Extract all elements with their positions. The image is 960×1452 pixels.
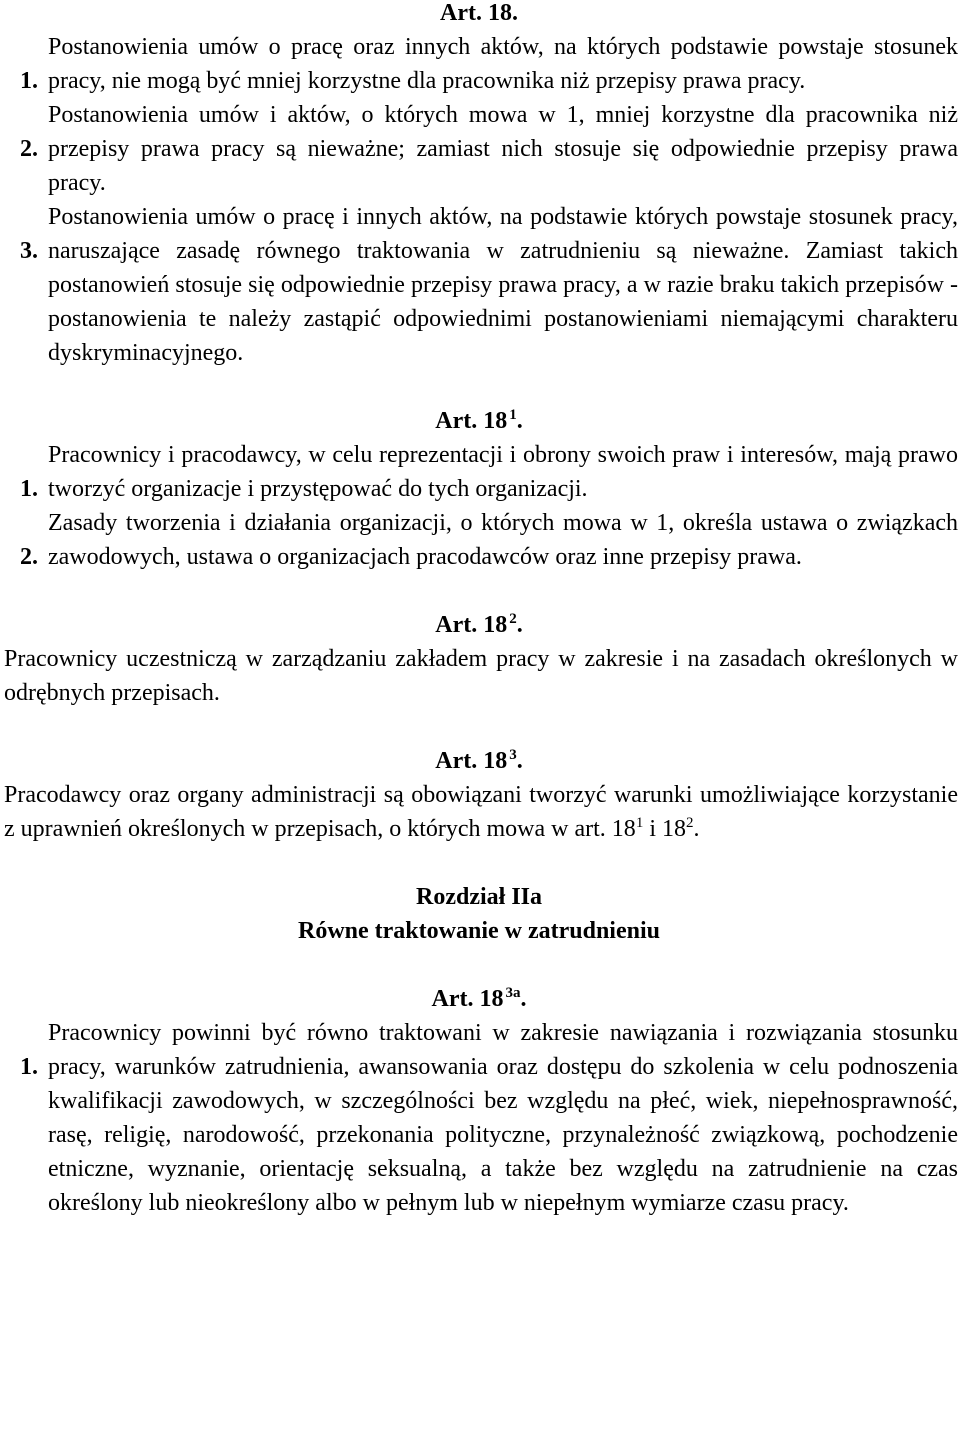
paragraph-marker <box>0 1016 48 1084</box>
heading-main: Art. 18 <box>431 986 504 1012</box>
paragraph-text: Postanowienia umów i aktów, o których mowa w 1, mniej korzystne dla pracownika niż przepisy prawa pracy są nieważne; zamiast nich stosuje się odpowiednie przepisy prawa pracy. <box>48 102 958 196</box>
paragraph-1 <box>0 1016 958 1220</box>
paragraph-text: Pracownicy i pracodawcy, w celu reprezentacji i obrony swoich praw i interesów, mają prawo tworzyć organizacje i przystępować do tych organizacji. <box>48 442 958 502</box>
heading-end: . <box>516 612 523 638</box>
paragraph-number: 1. <box>20 1054 38 1080</box>
paragraph-text: Postanowienia umów o pracę i innych aktów, na podstawie których powstaje stosunek pracy, naruszające zasadę równego traktowania w zatrudnieniu są nieważne. Zamiast takich postanowień stosuje się odpowiednie przepisy prawa pracy, a w razie braku takich przepisów - postanowienia te należy zastąpić odpowiednimi postanowieniami niemającymi charakteru dyskryminacyjnego. <box>48 204 958 366</box>
paragraph-text: Postanowienia umów o pracę oraz innych aktów, na których podstawie powstaje stosunek pracy, nie mogą być mniej korzystne dla pracownika niż przepisy prawa pracy. <box>48 34 958 94</box>
article-18-1 <box>0 404 958 574</box>
article-text-part: i 18 <box>643 816 686 842</box>
chapter-heading <box>0 880 958 948</box>
heading-end: . <box>520 986 527 1012</box>
paragraph-number: 3. <box>20 238 38 264</box>
article-heading <box>0 404 958 438</box>
reference-superscript: 2 <box>685 815 694 831</box>
paragraph-marker <box>0 30 48 98</box>
paragraph-marker <box>0 438 48 506</box>
paragraph-number: 2. <box>20 544 38 570</box>
paragraph-number: 2. <box>20 136 38 162</box>
article-heading <box>0 608 958 642</box>
heading-superscript: 1 <box>509 407 517 423</box>
article-18-3 <box>0 744 958 846</box>
heading-main: Art. 18 <box>435 748 508 774</box>
article-heading <box>0 982 958 1016</box>
heading-superscript: 2 <box>509 611 517 627</box>
article-18-3a <box>0 982 958 1220</box>
article-heading: Art. 18. <box>440 0 518 26</box>
paragraph-marker <box>0 98 48 166</box>
paragraph-marker <box>0 506 48 574</box>
heading-superscript: 3a <box>505 985 521 1001</box>
heading-end: . <box>516 748 523 774</box>
paragraph-3 <box>0 200 958 370</box>
paragraph-2 <box>0 506 958 574</box>
article-18-2 <box>0 608 958 710</box>
paragraph-text: Zasady tworzenia i działania organizacji, o których mowa w 1, określa ustawa o związkach zawodowych, ustawa o organizacjach pracodawców oraz inne przepisy prawa. <box>48 510 958 570</box>
heading-superscript: 3 <box>509 747 517 763</box>
paragraph-2 <box>0 98 958 200</box>
paragraph-number: 1. <box>20 68 38 94</box>
article-heading <box>0 744 958 778</box>
paragraph-number: 1. <box>20 476 38 502</box>
article-text-part: . <box>693 816 700 842</box>
reference-superscript: 1 <box>635 815 644 831</box>
chapter-subtitle: Równe traktowanie w zatrudnieniu <box>297 918 660 944</box>
article-text <box>0 778 958 846</box>
paragraph-marker <box>0 200 48 268</box>
article-18 <box>0 0 958 370</box>
heading-end: . <box>516 408 523 434</box>
article-text: Pracownicy uczestniczą w zarządzaniu zakładem pracy w zakresie i na zasadach określonych w odrębnych przepisach. <box>4 646 958 706</box>
paragraph-1 <box>0 30 958 98</box>
paragraph-1 <box>0 438 958 506</box>
paragraph-text: Pracownicy powinni być równo traktowani w zakresie nawiązania i rozwiązania stosunku pracy, warunków zatrudnienia, awansowania oraz dostępu do szkolenia w celu podnoszenia kwalifikacji zawodowych, w szczególności bez względu na płeć, wiek, niepełnosprawność, rasę, religię, narodowość, przekonania polityczne, przynależność związkową, pochodzenie etniczne, wyznanie, orientację seksualną, a także bez względu na zatrudnienie na czas określony lub nieokreślony albo w pełnym lub w niepełnym wymiarze czasu pracy. <box>48 1020 958 1216</box>
chapter-title: Rozdział IIa <box>416 884 542 910</box>
heading-main: Art. 18 <box>435 612 508 638</box>
heading-main: Art. 18 <box>435 408 508 434</box>
article-text-part: Pracodawcy oraz organy administracji są obowiązani tworzyć warunki umożliwiające korzystanie z uprawnień określonych w przepisach, o których mowa w art. 18 <box>4 782 958 842</box>
